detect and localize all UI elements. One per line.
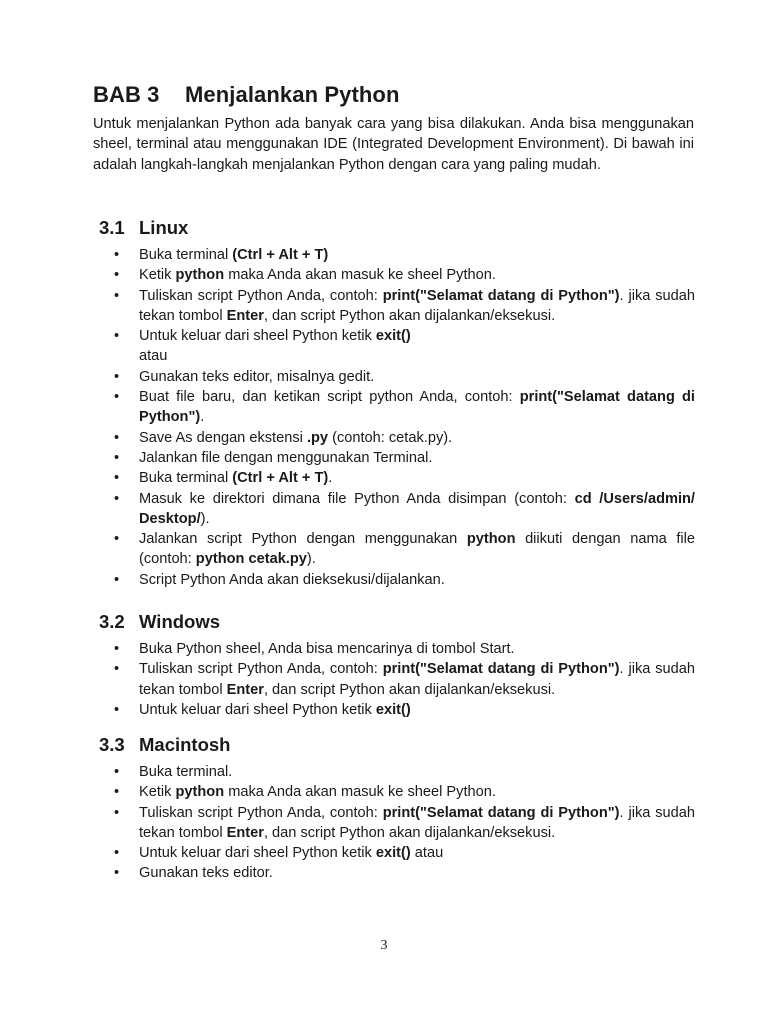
list-item-text: Gunakan teks editor.: [139, 865, 273, 882]
section-title-text: Macintosh: [139, 734, 231, 755]
list-item-text: Ketik: [139, 784, 176, 801]
list-item: [112, 489, 695, 530]
bullet-icon: •: [114, 470, 120, 487]
list-item: [112, 803, 695, 844]
bold-text: python: [175, 784, 225, 801]
bold-text: python: [466, 531, 516, 548]
bullet-icon: •: [114, 845, 120, 862]
list-item-text: . jika sudah tekan tombol: [139, 661, 695, 698]
list-item: [112, 428, 695, 448]
bullet-icon: •: [114, 490, 120, 507]
list-item: [112, 570, 695, 590]
bullet-icon: •: [114, 429, 120, 446]
bullet-icon: •: [114, 247, 120, 263]
list-item-text: maka Anda akan masuk ke sheel Python.: [224, 267, 496, 284]
list-item: [112, 367, 695, 387]
list-item: [112, 762, 695, 782]
bold-text: python cetak.py: [195, 551, 307, 568]
list-item-text: , dan script Python akan dijalankan/eksekusi.: [263, 307, 556, 324]
list-item-text: Buka terminal: [139, 470, 233, 487]
list-item-text: . jika sudah tekan tombol: [139, 804, 695, 841]
list-item: [112, 782, 695, 802]
list-item: [112, 659, 695, 700]
list-item: [112, 326, 695, 367]
list-item-text: , dan script Python akan dijalankan/eksekusi.: [263, 681, 556, 698]
list-item: [112, 245, 695, 265]
bold-text: print("Selamat datang di Python"): [382, 287, 620, 304]
list-item-text: maka Anda akan masuk ke sheel Python.: [224, 784, 496, 801]
section-list-linux: [112, 245, 695, 590]
chapter-title-text: Menjalankan Python: [185, 82, 400, 107]
page-number: 3: [380, 938, 388, 953]
list-item-text: Jalankan file dengan menggunakan Terminal.: [139, 449, 433, 466]
list-item-text: Buat file baru, dan ketikan script python Anda, contoh:: [139, 389, 520, 406]
list-item: [112, 286, 695, 327]
list-item-text: atau: [139, 348, 168, 365]
bold-text: (Ctrl + Alt + T): [232, 247, 329, 263]
bold-text: print("Selamat datang di Python"): [382, 661, 620, 678]
list-item-text: .: [328, 470, 333, 487]
bold-text: exit(): [375, 701, 411, 718]
list-item-text: Script Python Anda akan dieksekusi/dijalankan.: [139, 571, 445, 588]
list-item-text: . jika sudah tekan tombol: [139, 287, 695, 324]
list-item-text: Tuliskan script Python Anda, contoh:: [139, 661, 383, 678]
bullet-icon: •: [114, 701, 120, 718]
list-item-text: Gunakan teks editor, misalnya gedit.: [139, 368, 375, 385]
bullet-icon: •: [114, 641, 120, 657]
bold-text: .py: [306, 429, 329, 446]
list-item-text: Buka terminal.: [139, 764, 233, 780]
list-item-text: , dan script Python akan dijalankan/eksekusi.: [263, 824, 556, 841]
bullet-icon: •: [114, 784, 120, 801]
list-item: [112, 387, 695, 428]
bold-text: (Ctrl + Alt + T): [232, 470, 329, 487]
section-title-text: Windows: [139, 611, 221, 632]
bullet-icon: •: [114, 764, 120, 780]
bullet-icon: •: [114, 389, 120, 406]
bold-text: cd /Users/admin/ Desktop/: [139, 490, 695, 527]
bold-text: Enter: [226, 681, 264, 698]
list-item: [112, 843, 695, 863]
section-title-macintosh: [99, 734, 230, 756]
list-item-text: Untuk keluar dari sheel Python ketik: [139, 328, 376, 345]
bullet-icon: •: [114, 368, 120, 385]
intro-paragraph: Untuk menjalankan Python ada banyak cara yang bisa dilakukan. Anda bisa menggunakan sheel, terminal atau menggunakan IDE (Integrated Development Environment). Di bawah ini adalah langkah-langkah menjalankan Python dengan cara yang paling mudah.: [93, 116, 694, 173]
bullet-icon: •: [114, 661, 120, 678]
list-item-text: Buka terminal: [139, 247, 233, 263]
list-item: [112, 700, 695, 720]
section-number: 3.1: [99, 217, 125, 238]
list-item-text: ).: [306, 551, 316, 568]
list-item-text: Masuk ke direktori dimana file Python Anda disimpan (contoh:: [139, 490, 575, 507]
list-item: [112, 863, 695, 883]
bold-text: exit(): [375, 328, 411, 345]
list-item-text: Buka Python sheel, Anda bisa mencarinya di tombol Start.: [139, 641, 515, 657]
bold-text: Enter: [226, 307, 264, 324]
section-list-macintosh: [112, 762, 695, 884]
bold-text: exit(): [375, 845, 411, 862]
section-number: 3.3: [99, 734, 125, 755]
list-item: [112, 265, 695, 285]
bullet-icon: •: [114, 328, 120, 345]
list-item-text: Jalankan script Python dengan menggunakan: [139, 531, 467, 548]
list-item-text: Save As dengan ekstensi: [139, 429, 307, 446]
section-title-windows: [99, 611, 220, 633]
list-item-text: .: [200, 409, 205, 426]
list-item-text: (contoh: cetak.py).: [328, 429, 453, 446]
list-item: [112, 639, 695, 659]
list-item: [112, 529, 695, 570]
bullet-icon: •: [114, 449, 120, 466]
list-item-text: Untuk keluar dari sheel Python ketik: [139, 701, 376, 718]
bullet-icon: •: [114, 531, 120, 548]
list-item-text: diikuti dengan nama file (contoh:: [139, 531, 695, 568]
bold-text: print("Selamat datang di Python"): [382, 804, 620, 821]
list-item: [112, 468, 695, 488]
bullet-icon: •: [114, 571, 120, 588]
bullet-icon: •: [114, 287, 120, 304]
section-list-windows: [112, 639, 695, 720]
section-title-text: Linux: [139, 217, 189, 238]
list-item-text: Tuliskan script Python Anda, contoh:: [139, 287, 383, 304]
bold-text: python: [175, 267, 225, 284]
bold-text: print("Selamat datang di Python"): [139, 389, 695, 426]
bullet-icon: •: [114, 267, 120, 284]
section-number: 3.2: [99, 611, 125, 632]
list-item-text: Tuliskan script Python Anda, contoh:: [139, 804, 383, 821]
chapter-title: [93, 82, 400, 108]
list-item-text: atau: [410, 845, 444, 862]
list-item-text: Untuk keluar dari sheel Python ketik: [139, 845, 376, 862]
bullet-icon: •: [114, 865, 120, 882]
chapter-number: BAB 3: [93, 82, 160, 107]
list-item-text: Ketik: [139, 267, 176, 284]
section-title-linux: [99, 217, 188, 239]
bold-text: Enter: [226, 824, 264, 841]
list-item-text: ).: [200, 510, 210, 527]
bullet-icon: •: [114, 804, 120, 821]
list-item: [112, 448, 695, 468]
